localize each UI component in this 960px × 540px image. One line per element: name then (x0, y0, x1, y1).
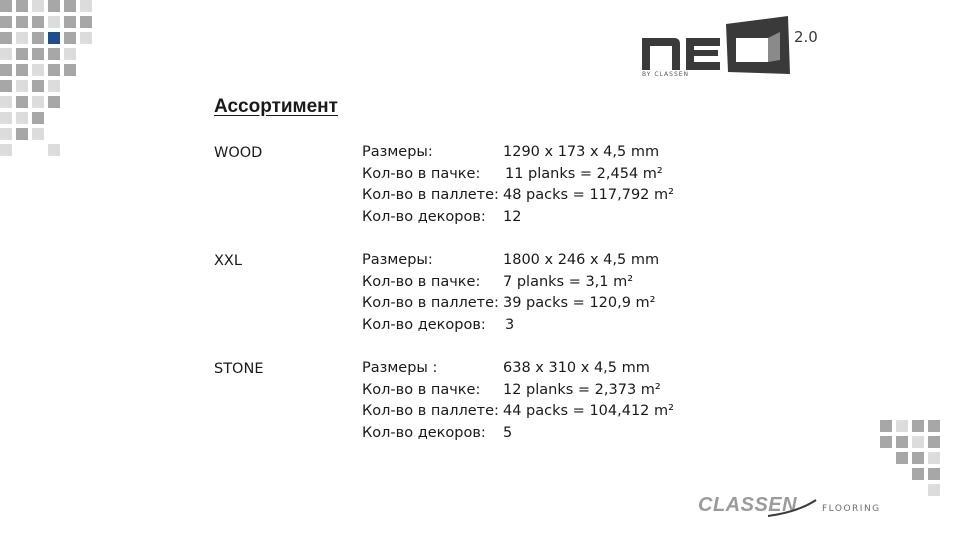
mosaic-square (48, 96, 60, 108)
spec-label: Кол-во в пачке: (362, 165, 481, 182)
mosaic-square (48, 144, 60, 156)
spec-label: Кол-во декоров: (362, 425, 486, 442)
mosaic-square (0, 128, 12, 140)
mosaic-square (16, 0, 28, 12)
mosaic-square (928, 436, 940, 448)
spec-label: Кол-во в паллете: (362, 187, 499, 204)
classen-flooring-logo (698, 490, 893, 524)
spec-value: 48 packs = 117,792 m² (503, 187, 674, 204)
mosaic-square (0, 48, 12, 60)
mosaic-square (48, 16, 60, 28)
spec-label: Кол-во в пачке: (362, 381, 481, 398)
mosaic-square (16, 128, 28, 140)
mosaic-square (48, 64, 60, 76)
spec-value: 44 packs = 104,412 m² (503, 403, 674, 420)
mosaic-square (0, 0, 12, 12)
mosaic-square (48, 32, 60, 44)
mosaic-square (0, 112, 12, 124)
mosaic-square (16, 80, 28, 92)
mosaic-square (0, 144, 12, 156)
section-name-xxl: XXL (214, 253, 242, 269)
mosaic-square (32, 96, 44, 108)
brand-name: CLASSEN (698, 494, 798, 516)
spec-value: 12 planks = 2,373 m² (503, 381, 661, 398)
spec-label: Кол-во в паллете: (362, 295, 499, 312)
mosaic-square (64, 16, 76, 28)
mosaic-square (48, 0, 60, 12)
mosaic-square (16, 32, 28, 44)
mosaic-square (912, 436, 924, 448)
mosaic-square (64, 0, 76, 12)
spec-value: 12 (503, 209, 522, 226)
mosaic-square (64, 64, 76, 76)
corner-mosaic-bottom-right (880, 420, 960, 500)
mosaic-square (0, 96, 12, 108)
mosaic-square (48, 80, 60, 92)
mosaic-square (16, 64, 28, 76)
mosaic-square (32, 64, 44, 76)
page-title: Ассортимент (214, 96, 338, 117)
mosaic-square (64, 48, 76, 60)
spec-label: Кол-во в пачке: (362, 273, 481, 290)
mosaic-square (48, 48, 60, 60)
mosaic-square (64, 32, 76, 44)
mosaic-square (912, 420, 924, 432)
logo-version: 2.0 (794, 28, 818, 46)
mosaic-square (0, 64, 12, 76)
corner-mosaic-top-left (0, 0, 120, 170)
section-name-wood: WOOD (214, 145, 263, 161)
spec-table-stone (362, 358, 682, 446)
spec-label: Размеры: (362, 252, 433, 268)
spec-value: 3 (505, 317, 515, 334)
mosaic-square (912, 468, 924, 480)
mosaic-square (80, 32, 92, 44)
spec-value: 1800 x 246 x 4,5 mm (503, 252, 660, 268)
spec-label: Кол-во декоров: (362, 317, 486, 334)
spec-value: 11 planks = 2,454 m² (505, 165, 663, 182)
mosaic-square (16, 112, 28, 124)
mosaic-square (32, 0, 44, 12)
mosaic-square (32, 32, 44, 44)
spec-label: Размеры : (362, 360, 438, 376)
mosaic-square (80, 0, 92, 12)
mosaic-square (896, 420, 908, 432)
spec-value: 7 planks = 3,1 m² (503, 273, 634, 290)
mosaic-square (32, 80, 44, 92)
brand-suffix: FLOORING (822, 504, 881, 514)
spec-value: 1290 x 173 x 4,5 mm (503, 144, 660, 160)
mosaic-square (928, 484, 940, 496)
spec-value: 5 (503, 425, 513, 442)
mosaic-square (896, 452, 908, 464)
mosaic-square (880, 436, 892, 448)
mosaic-square (896, 436, 908, 448)
mosaic-square (928, 420, 940, 432)
spec-value: 638 x 310 x 4,5 mm (503, 360, 650, 376)
mosaic-square (16, 96, 28, 108)
neo-logo (640, 12, 830, 80)
mosaic-square (880, 420, 892, 432)
mosaic-square (32, 16, 44, 28)
mosaic-square (32, 48, 44, 60)
spec-label: Размеры: (362, 144, 433, 160)
mosaic-square (16, 16, 28, 28)
mosaic-square (928, 452, 940, 464)
mosaic-square (928, 468, 940, 480)
spec-label: Кол-во в паллете: (362, 403, 499, 420)
section-name-stone: STONE (214, 361, 264, 377)
mosaic-square (16, 48, 28, 60)
logo-tagline: BY CLASSEN (642, 71, 690, 76)
mosaic-square (0, 80, 12, 92)
mosaic-square (0, 16, 12, 28)
spec-value: 39 packs = 120,9 m² (503, 295, 656, 312)
mosaic-square (912, 452, 924, 464)
mosaic-square (32, 128, 44, 140)
spec-table-xxl (362, 250, 682, 338)
mosaic-square (0, 32, 12, 44)
spec-label: Кол-во декоров: (362, 209, 486, 226)
mosaic-square (32, 112, 44, 124)
spec-table-wood (362, 142, 682, 230)
mosaic-square (80, 16, 92, 28)
